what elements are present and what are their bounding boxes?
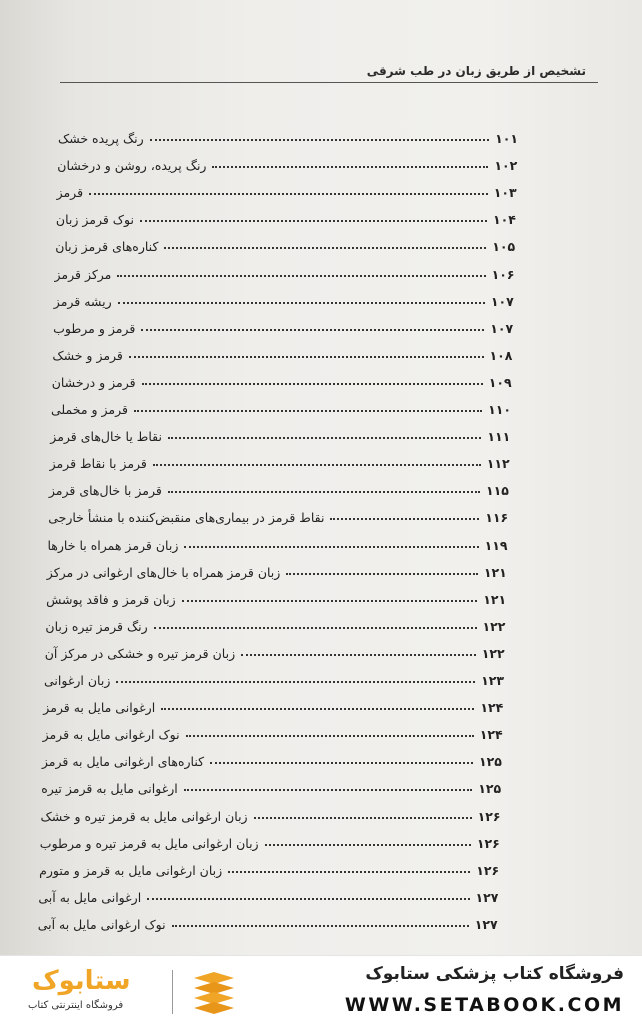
toc-entry (45, 639, 505, 661)
toc-entry-page: ۱۰۶ (491, 266, 515, 282)
toc-entry-page: ۱۲۷ (474, 916, 498, 932)
toc-entry-title: قرمز و خشک (52, 347, 123, 363)
toc-entry-title: قرمز با نقاط قرمز (49, 456, 147, 472)
toc-entry-title: زبان قرمز همراه با خال‌های ارغوانی در مرکز (46, 564, 281, 580)
toc-entry-page: ۱۲۵ (478, 781, 502, 797)
toc-entry-page: ۱۱۰ (488, 402, 511, 417)
toc-entry (48, 531, 508, 553)
logo-subtitle: فروشگاه اینترنتی کتاب (28, 1000, 124, 1011)
toc-entry-title: کناره‌های قرمز زبان (55, 239, 159, 255)
toc-entry (55, 232, 515, 254)
toc-entry (46, 585, 506, 607)
toc-entry-page: ۱۰۱ (495, 131, 518, 146)
toc-entry-title: زبان ارغوانی مایل به قرمز تیره و مرطوب (39, 835, 259, 851)
toc-dot-leader (210, 762, 473, 764)
toc-entry-title: ریشه قرمز (53, 293, 112, 309)
toc-dot-leader (330, 518, 479, 520)
toc-entry-page: ۱۰۸ (489, 347, 513, 363)
toc-entry (55, 260, 515, 282)
toc-entry (57, 151, 517, 173)
toc-entry-title: قرمز (56, 185, 84, 201)
toc-entry-title: قرمز و مرطوب (53, 320, 136, 336)
toc-entry-page: ۱۰۹ (488, 374, 512, 390)
toc-dot-leader (116, 681, 475, 683)
toc-entry-title: نقاط یا خال‌های قرمز (50, 429, 162, 445)
toc-entry (41, 774, 501, 796)
toc-entry (42, 747, 502, 769)
toc-dot-leader (286, 573, 478, 575)
toc-entry-title: رنگ پریده، روشن و درخشان (57, 158, 207, 174)
toc-entry-title: قرمز و مخملی (51, 402, 128, 417)
toc-entry-page: ۱۲۱ (483, 591, 507, 607)
toc-entry (38, 910, 498, 932)
toc-entry-page: ۱۱۵ (486, 483, 509, 499)
toc-entry-page: ۱۰۷ (490, 293, 514, 309)
toc-entry-title: ارغوانی مایل به قرمز (43, 700, 156, 716)
toc-entry-page: ۱۰۴ (493, 212, 516, 228)
toc-entry (45, 612, 505, 634)
toc-dot-leader (154, 627, 477, 629)
toc-entry-page: ۱۲۶ (477, 808, 501, 824)
toc-entry-title: مرکز قرمز (54, 266, 112, 282)
toc-entry-page: ۱۱۲ (486, 456, 510, 472)
toc-entry-page: ۱۲۶ (476, 862, 500, 878)
toc-entry-page: ۱۲۳ (481, 673, 504, 688)
toc-entry (52, 368, 512, 390)
toc-entry-title: نوک ارغوانی مایل به آبی (37, 916, 166, 932)
toc-entry-page: ۱۲۴ (479, 727, 503, 743)
toc-dot-leader (228, 871, 470, 873)
toc-entry (39, 856, 499, 878)
toc-entry-title: زبان قرمز تیره و خشکی در مرکز آن (44, 645, 236, 661)
store-name: فروشگاه کتاب پزشکی ستابوک (365, 964, 624, 984)
toc-entry-page: ۱۰۵ (492, 239, 516, 255)
setabook-logo[interactable] (22, 966, 252, 1018)
toc-entry-page: ۱۰۳ (493, 185, 517, 201)
toc-dot-leader (184, 789, 473, 791)
toc-entry-title: ارغوانی مایل به آبی (38, 889, 142, 905)
toc-entry-title: نوک ارغوانی مایل به قرمز (42, 727, 180, 743)
toc-dot-leader (161, 708, 474, 710)
toc-entry-title: کناره‌های ارغوانی مایل به قرمز (41, 754, 205, 770)
toc-entry-page: ۱۲۵ (479, 754, 502, 770)
toc-entry-page: ۱۲۷ (475, 889, 499, 905)
toc-entry (56, 205, 516, 227)
toc-dot-leader (89, 193, 488, 195)
toc-entry-page: ۱۲۶ (476, 835, 500, 851)
toc-dot-leader (164, 247, 486, 249)
toc-entry (52, 341, 512, 363)
toc-entry-title: رنگ قرمز تیره زبان (45, 618, 148, 634)
toc-dot-leader (265, 844, 471, 846)
toc-entry-page: ۱۲۲ (481, 645, 505, 661)
running-header: تشخیص از طریق زبان در طب شرقی (366, 64, 586, 78)
logo-wordmark: ستابوک (32, 966, 131, 996)
toc-dot-leader (182, 600, 478, 602)
toc-entry-title: زبان ارغوانی مایل به قرمز و متورم (39, 862, 223, 878)
toc-entry (54, 287, 514, 309)
toc-entry-page: ۱۲۴ (480, 700, 504, 716)
toc-entry-title: زبان ارغوانی مایل به قرمز تیره و خشک (40, 808, 248, 824)
toc-entry (50, 422, 510, 444)
store-url[interactable]: WWW.SETABOOK.COM (344, 994, 624, 1016)
toc-dot-leader (186, 735, 474, 737)
toc-entry-title: قرمز با خال‌های قرمز (48, 483, 162, 499)
toc-dot-leader (168, 491, 480, 493)
store-footer (0, 955, 642, 1025)
toc-entry-title: زبان قرمز و فاقد پوشش (46, 591, 176, 607)
toc-entry-title: نوک قرمز زبان (55, 212, 134, 228)
toc-dot-leader (254, 817, 472, 819)
toc-entry-page: ۱۱۹ (484, 537, 508, 553)
toc-entry (58, 124, 518, 146)
toc-entry (57, 178, 517, 200)
toc-entry-title: رنگ پریده خشک (58, 131, 144, 146)
logo-divider (172, 970, 173, 1014)
toc-entry (47, 558, 507, 580)
toc-entry (49, 476, 509, 498)
toc-entry (43, 720, 503, 742)
toc-entry-title: ارغوانی مایل به قرمز تیره (41, 781, 178, 797)
toc-entry (41, 802, 501, 824)
toc-entry-page: ۱۰۲ (494, 158, 518, 174)
toc-dot-leader (153, 464, 481, 466)
toc-entry (44, 666, 504, 688)
toc-dot-leader (129, 356, 484, 358)
toc-dot-leader (168, 437, 481, 439)
toc-entry-title: قرمز و درخشان (51, 374, 136, 390)
toc-entry-title: زبان قرمز همراه با خارها (47, 537, 179, 553)
toc-dot-leader (150, 139, 489, 141)
toc-entry-page: ۱۱۱ (487, 429, 511, 445)
toc-entry-page: ۱۱۶ (485, 510, 509, 526)
toc-entry (43, 693, 503, 715)
toc-dot-leader (241, 654, 476, 656)
toc-dot-leader (118, 302, 485, 304)
toc-entry-page: ۱۲۲ (482, 618, 506, 634)
toc-entry-page: ۱۰۷ (490, 320, 514, 336)
toc-entry (51, 395, 511, 417)
toc-dot-leader (141, 329, 484, 331)
toc-dot-leader (147, 898, 469, 900)
toc-entry (53, 314, 513, 336)
toc-entry (50, 449, 510, 471)
book-stack-icon (190, 970, 238, 1014)
header-rule (60, 82, 598, 83)
toc-entry-page: ۱۲۱ (483, 564, 507, 580)
toc-dot-leader (117, 275, 485, 277)
toc-entry (38, 883, 498, 905)
toc-entry (40, 829, 500, 851)
toc-dot-leader (140, 220, 487, 222)
toc-entry-title: زبان ارغوانی (44, 673, 111, 688)
toc-dot-leader (184, 546, 478, 548)
toc-dot-leader (134, 410, 482, 412)
toc-dot-leader (212, 166, 488, 168)
toc-entry-title: نقاط قرمز در بیماری‌های منقبض‌کننده با منشأ خارجی (48, 510, 325, 526)
toc-entry (48, 503, 508, 525)
toc-dot-leader (142, 383, 483, 385)
toc-dot-leader (172, 925, 469, 927)
